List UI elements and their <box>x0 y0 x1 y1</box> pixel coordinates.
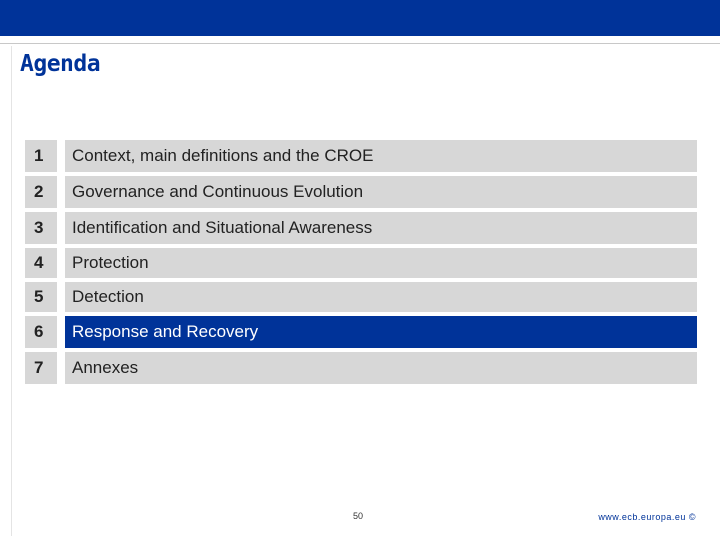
agenda-item-1 <box>25 140 697 172</box>
agenda-item-5 <box>25 282 697 312</box>
agenda-item-label: Detection <box>65 282 697 312</box>
agenda-item-label: Response and Recovery <box>65 316 697 348</box>
agenda-item-6 <box>25 316 697 348</box>
website-link[interactable]: www.ecb.europa.eu © <box>598 512 696 522</box>
agenda-item-number: 4 <box>25 248 57 278</box>
agenda-item-number: 2 <box>25 176 57 208</box>
page-number: 50 <box>353 511 364 521</box>
agenda-item-label: Context, main definitions and the CROE <box>65 140 697 172</box>
agenda-item-label: Identification and Situational Awareness <box>65 212 697 244</box>
agenda-item-label: Annexes <box>65 352 697 384</box>
agenda-item-number: 1 <box>25 140 57 172</box>
agenda-item-4 <box>25 248 697 278</box>
agenda-item-number: 6 <box>25 316 57 348</box>
agenda-item-number: 7 <box>25 352 57 384</box>
agenda-item-label: Protection <box>65 248 697 278</box>
agenda-item-3 <box>25 212 697 244</box>
agenda-item-2 <box>25 176 697 208</box>
agenda-list <box>25 140 697 388</box>
agenda-item-label: Governance and Continuous Evolution <box>65 176 697 208</box>
agenda-item-number: 5 <box>25 282 57 312</box>
header-bar <box>0 0 720 36</box>
agenda-item-number: 3 <box>25 212 57 244</box>
agenda-item-7 <box>25 352 697 384</box>
slide-title: Agenda <box>20 51 101 77</box>
header-rule <box>0 43 720 44</box>
left-margin-line <box>11 46 12 536</box>
